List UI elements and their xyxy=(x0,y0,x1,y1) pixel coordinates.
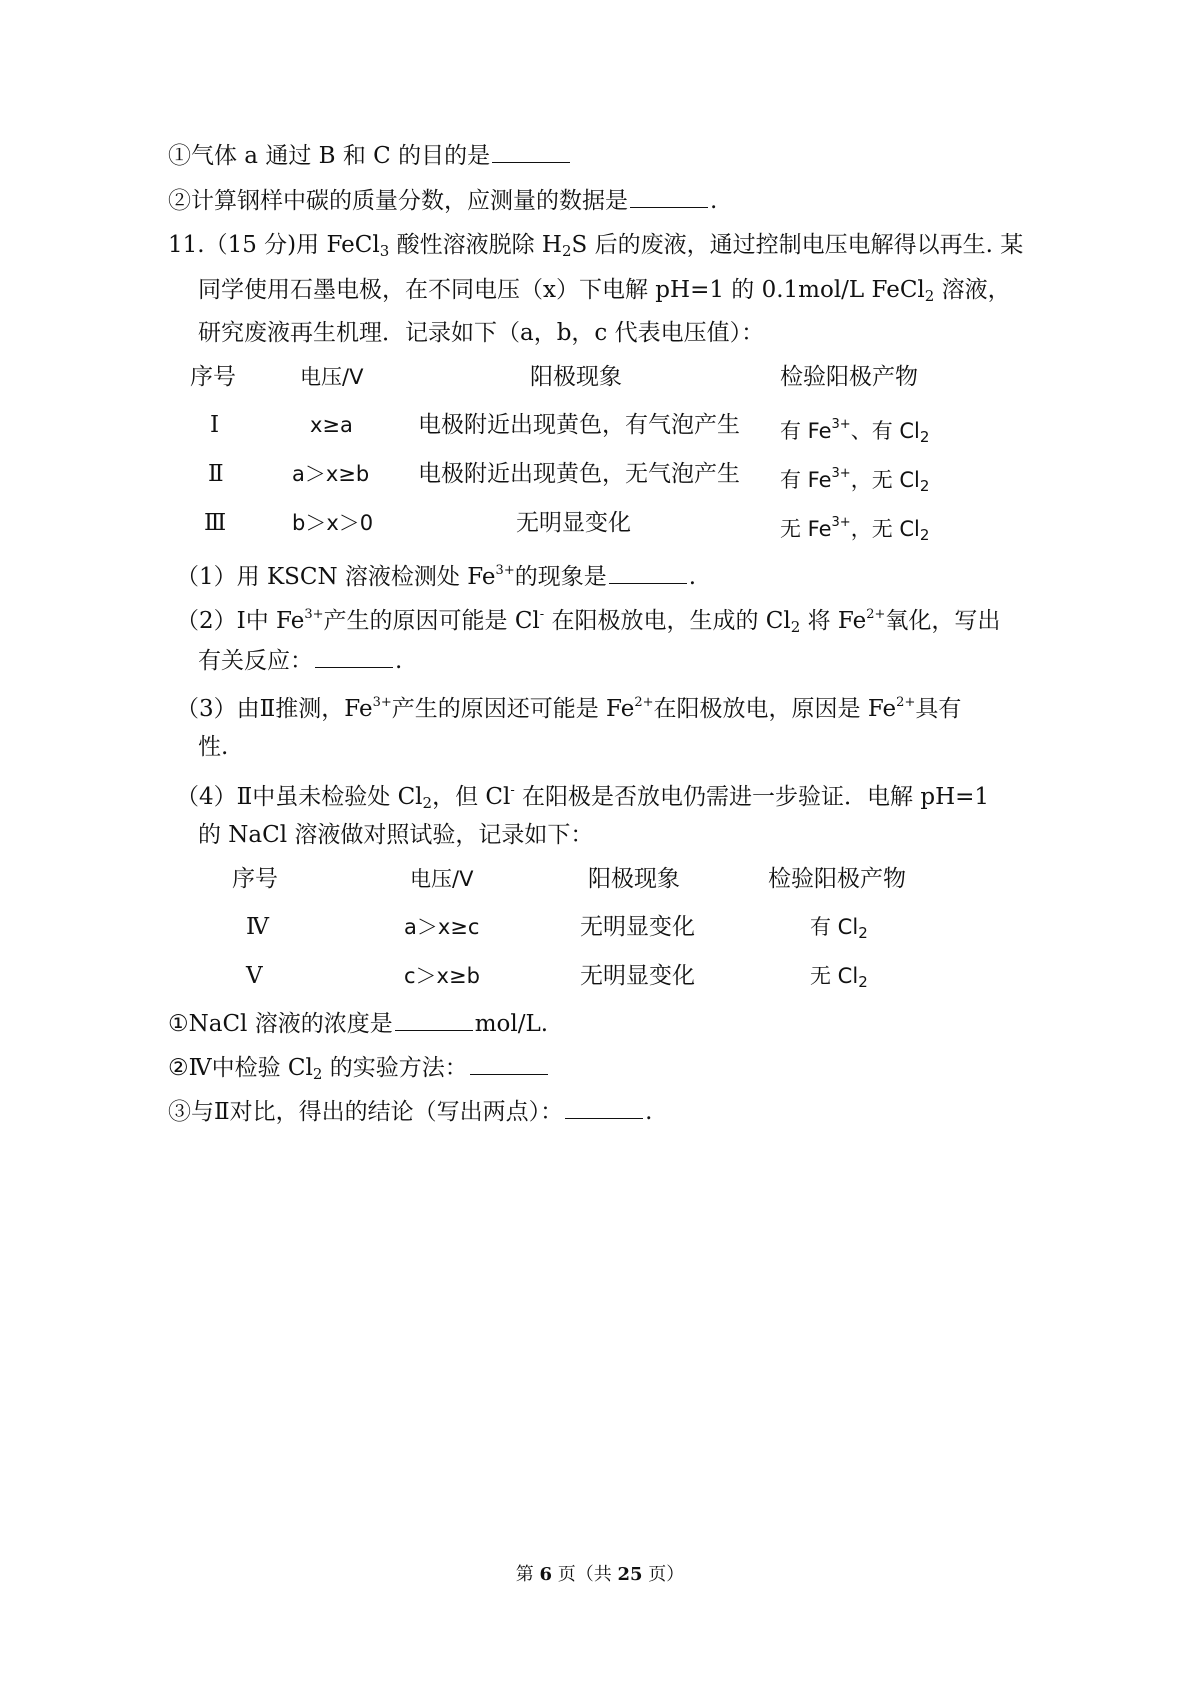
sub-question-2-line2: 有关反应： . xyxy=(198,645,402,676)
table-header: 阳极现象 xyxy=(530,364,622,390)
sub-question-3-line2: 性. xyxy=(198,734,229,760)
table-header: 序号 xyxy=(232,866,278,892)
question-11-line1: 11.（15 分)用 FeCl$_3$ 酸性溶液脱除 $H_2S$ 后的废液，通过控制电压电解得以再生. 某 xyxy=(168,232,1024,260)
sub-question-3: （3）由Ⅱ推测，$Fe^{3+}$产生的原因还可能是 $Fe^{2+}$在阳极放电，原因是 $Fe^{2+}$具有 xyxy=(176,695,962,722)
table-header: 电压/V xyxy=(300,365,364,389)
table-header: 检验阳极产物 xyxy=(780,364,918,390)
table-row-voltage: a＞x≥b xyxy=(292,462,370,486)
table-row-voltage: c＞x≥b xyxy=(404,964,480,988)
table-row-product: 有 $Cl_2$ xyxy=(810,915,868,942)
answer-blank xyxy=(630,185,708,208)
table-row-voltage: a＞x≥c xyxy=(404,915,480,939)
table-row-product: 有 $Fe^{3+}$、有 $Cl_2$ xyxy=(780,417,930,446)
table-row-product: 无 $Fe^{3+}$，无 $Cl_2$ xyxy=(780,515,930,544)
answer-blank xyxy=(492,140,570,163)
final-question-2: ②Ⅳ中检验 $Cl_2$ 的实验方法： xyxy=(168,1052,550,1089)
table-row-no: Ⅳ xyxy=(246,914,269,940)
table-row-no: Ⅴ xyxy=(246,963,263,989)
table-row-voltage: b＞x＞0 xyxy=(292,511,374,535)
answer-blank xyxy=(395,1008,473,1031)
page-footer: 第 6 页（共 25 页） xyxy=(515,1564,685,1585)
question-1: ①气体 a 通过 B 和 C 的目的是 xyxy=(168,140,572,171)
sub-question-4: （4）Ⅱ中虽未检验处 $Cl_2$，但 Cl- 在阳极是否放电仍需进一步验证．电解 pH=1 xyxy=(176,783,990,812)
table-row-product: 有 $Fe^{3+}$，无 $Cl_2$ xyxy=(780,466,930,495)
table-row-voltage: x≥a xyxy=(310,413,353,437)
table-row-no: Ⅱ xyxy=(208,461,224,487)
answer-blank xyxy=(315,645,393,668)
final-question-3: ③与Ⅱ对比，得出的结论（写出两点）： . xyxy=(168,1096,652,1127)
sub-question-4-line2: 的 NaCl 溶液做对照试验，记录如下： xyxy=(198,822,594,848)
table-row-phenomenon: 无明显变化 xyxy=(580,914,695,940)
table-row-phenomenon: 无明显变化 xyxy=(516,510,631,536)
table-header: 序号 xyxy=(190,364,236,390)
table-row-phenomenon: 电极附近出现黄色，有气泡产生 xyxy=(418,412,740,438)
sub-question-2: （2）Ⅰ中 $Fe^{3+}$产生的原因可能是 Cl- 在阳极放电，生成的 $Cl_2$ 将 $Fe^{2+}$氧化，写出 xyxy=(176,607,1001,636)
question-2: ②计算钢样中碳的质量分数，应测量的数据是 . xyxy=(168,185,717,216)
page-number: 6 xyxy=(539,1564,552,1585)
table-header: 检验阳极产物 xyxy=(768,866,906,892)
table-header: 阳极现象 xyxy=(588,866,680,892)
table-row-phenomenon: 电极附近出现黄色，无气泡产生 xyxy=(418,461,740,487)
final-question-1: ①NaCl 溶液的浓度是 mol/L. xyxy=(168,1008,548,1039)
table-header: 电压/V xyxy=(410,867,474,891)
question-11-line3: 研究废液再生机理．记录如下（a，b，c 代表电压值）： xyxy=(198,320,765,346)
question-11-line2: 同学使用石墨电极，在不同电压（x）下电解 pH=1 的 0.1mol/L FeCl$_2$ 溶液， xyxy=(198,277,1011,305)
table-row-no: Ⅲ xyxy=(204,510,227,536)
table-row-no: Ⅰ xyxy=(210,412,220,438)
page-total: 25 xyxy=(617,1564,643,1585)
sub-question-1: （1）用 KSCN 溶液检测处 $Fe^{3+}$的现象是 . xyxy=(176,563,697,590)
table-row-product: 无 $Cl_2$ xyxy=(810,964,868,991)
answer-blank xyxy=(565,1096,643,1119)
answer-blank xyxy=(470,1052,548,1075)
answer-blank xyxy=(609,561,687,584)
table-row-phenomenon: 无明显变化 xyxy=(580,963,695,989)
